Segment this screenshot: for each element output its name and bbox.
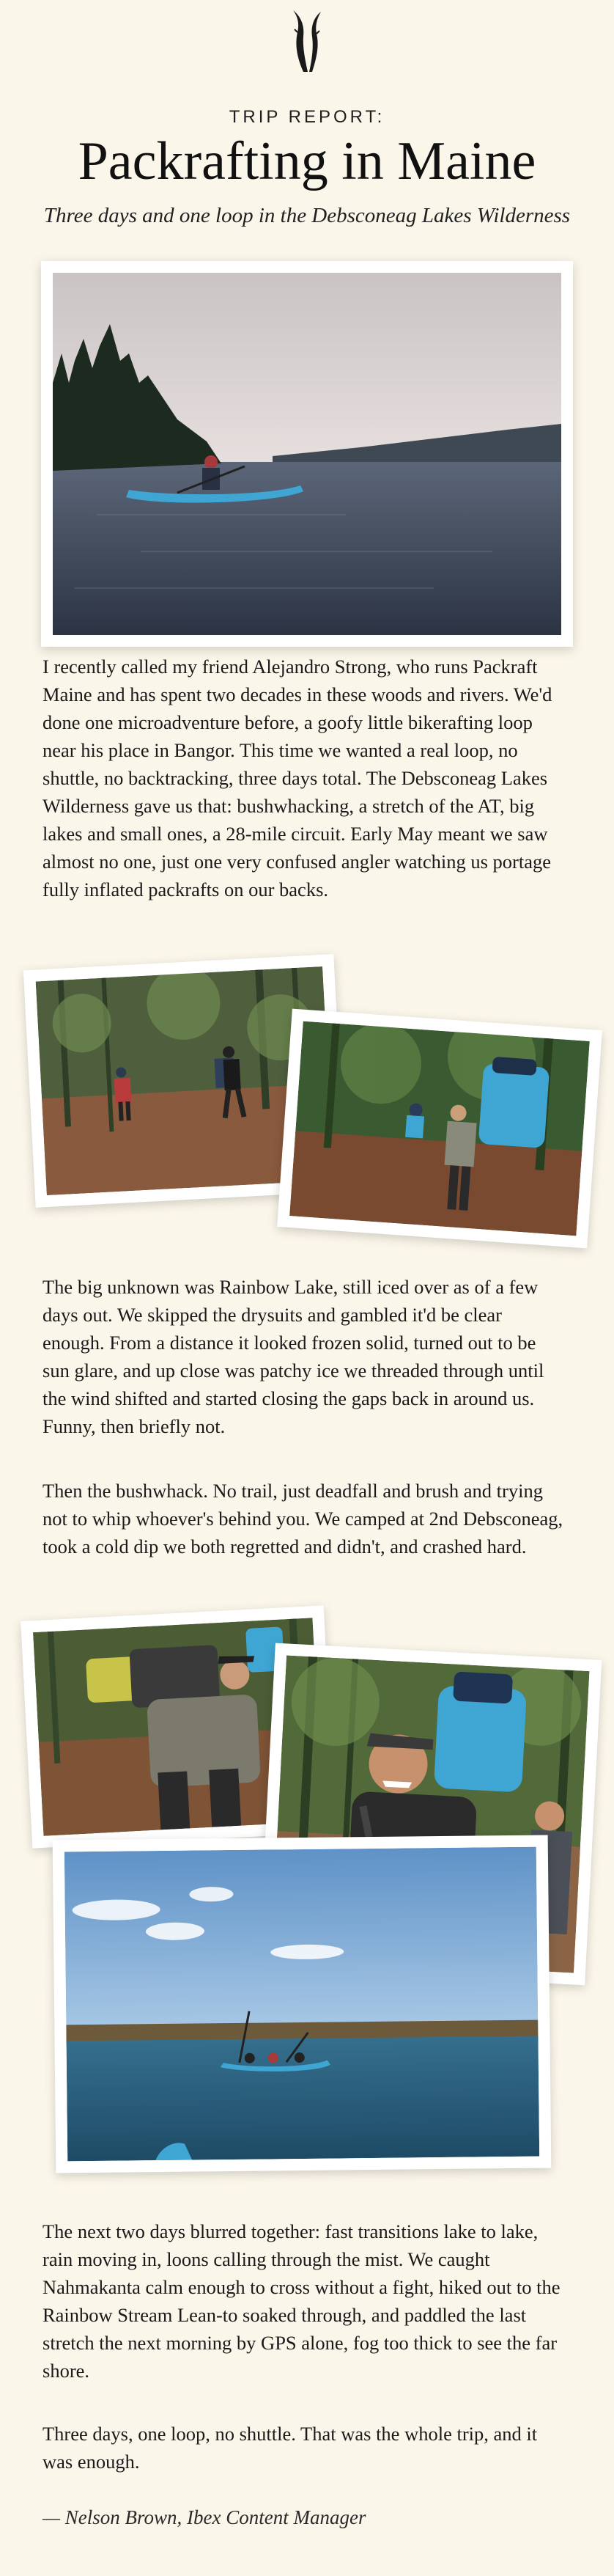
open-lake-image [64,1847,539,2162]
lake-paddler-image [53,273,561,635]
page-title: Packrafting in Maine [78,131,536,191]
author-signature: — Nelson Brown, Ibex Content Manager [42,2506,366,2528]
paragraph-bushwhack: Then the bushwhack. No trail, just deadfall and brush and trying not to whip whoever's behind you. We camped at 2nd Debsconeag, took a cold dip we both regretted and didn't, and crashed hard. [42,1480,563,1557]
photo-packraft-bushwhack [277,1009,602,1249]
photo-open-lake [53,1835,552,2173]
paragraph-intro: I recently called my friend Alejandro Strong, who runs Packraft Maine and has spent two decades in these woods and rivers. We'd done one microadventure before, a goofy little bikerafting loop near his place in Bangor. This time we wanted a real loop, no shuttle, no backtracking, three days total. The Debsconeag Lakes Wilderness gave us that: bushwhacking, a stretch of the AT, big lakes and small ones, a 28-mile circuit. Early May meant we saw almost no one, just one very confused angler watching us portage fully inflated packrafts on our backs. [42,656,552,900]
ibex-logo-icon[interactable] [287,7,327,73]
paragraph-closing: Three days, one loop, no shuttle. That was the whole trip, and it was enough. [42,2423,538,2473]
eyebrow-label: TRIP REPORT: [229,107,385,127]
page-subtitle: Three days and one loop in the Debsconeag Lakes Wilderness [43,204,571,227]
packraft-bushwhack-image [289,1021,590,1236]
paragraph-final-days: The next two days blurred together: fast transitions lake to lake, rain moving in, loons calling through the mist. We caught Nahmakanta calm enough to cross without a fight, hiked out to the Rainbow Stream Lean-to soaked through, and paddled the last stretch the next morning by GPS alone, fog too thick to see the far shore. [42,2220,561,2382]
paragraph-rainbow-lake: The big unknown was Rainbow Lake, still iced over as of a few days out. We skipped the drysuits and gambled it'd be clear enough. From a distance it looked frozen solid, turned out to be sun glare, and up close was patchy ice we threaded through until the wind shifted and started closing the gaps back in around us. Funny, then briefly not. [42,1276,544,1437]
photo-lake-paddler [41,261,573,647]
